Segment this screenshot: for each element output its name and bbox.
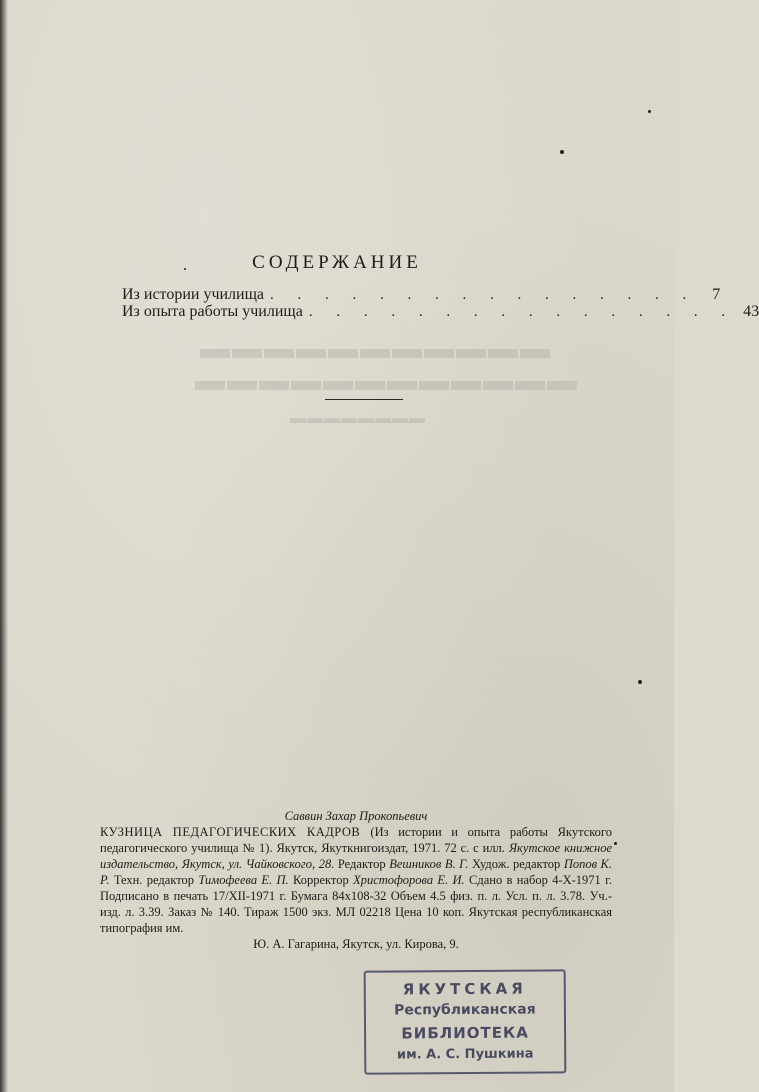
toc-entry-label: Из истории училища xyxy=(122,286,265,303)
divider-rule xyxy=(325,399,403,400)
toc-entry-page: 7 xyxy=(712,286,721,303)
imprint-block xyxy=(100,808,612,952)
imprint-address: Ю. А. Гагарина, Якутск, ул. Кирова, 9. xyxy=(253,937,459,951)
imprint-editor: Вешников В. Г. xyxy=(389,857,473,871)
bleed-through-mark: ▬▬▬▬▬▬▬▬▬▬▬▬ xyxy=(195,364,579,397)
stamp-line: им. А. С. Пушкина xyxy=(396,1046,534,1063)
imprint-artist: Попов К. Р. xyxy=(100,857,612,887)
paper-speck xyxy=(614,842,617,845)
stamp-line: Республиканская xyxy=(394,1001,536,1019)
imprint-publisher: Якутское книжное издательство, Якутск, ул. Чайковского, 28. xyxy=(100,841,613,871)
toc-entry-label: Из опыта работы училища xyxy=(122,303,303,320)
paper-speck xyxy=(638,680,642,684)
paper-speck xyxy=(648,110,651,113)
imprint-author: Саввин Захар Прокопьевич xyxy=(284,809,428,823)
bleed-through-mark: ▬▬▬▬▬▬▬▬▬▬▬ xyxy=(200,332,552,365)
toc-leader-dots: . . . . . . . . . . . . . . . . xyxy=(308,304,736,320)
paper-speck xyxy=(184,268,186,270)
toc-entry-page: 43 xyxy=(743,303,759,320)
paper-speck xyxy=(560,150,564,154)
imprint-tech-label: Техн. редактор xyxy=(113,873,199,887)
imprint-corrector-label: Корректор xyxy=(293,873,354,887)
imprint-corrector: Христофорова Е. И. xyxy=(353,873,470,887)
imprint-artist-label: Худож. редактор xyxy=(472,857,564,871)
bleed-through-mark: ▬▬▬▬▬▬▬▬ xyxy=(290,410,426,427)
stamp-line: БИБЛИОТЕКА xyxy=(401,1023,529,1043)
toc-entry xyxy=(122,303,759,325)
toc-title: СОДЕРЖАНИЕ xyxy=(252,252,422,273)
toc-leader-dots: . . . . . . . . . . . . . . . . xyxy=(270,287,697,303)
imprint-tech-editor: Тимофеева Е. П. xyxy=(198,873,294,887)
page-edge-shadow xyxy=(0,0,8,1092)
library-stamp xyxy=(364,969,567,1074)
imprint-editor-label: Редактор xyxy=(337,857,390,871)
imprint-print-details: Сдано в набор 4-X-1971 г. Подписано в печать 17/XII-1971 г. Бумага 84x108-32 Объем 4.5 физ. п. л. Усл. п. л. 3.78. Уч.-изд. л. 3.39. Заказ № 140. Тираж 1500 экз. МЛ 02218 Цена 10 коп. Якутская республиканская типография им. xyxy=(100,873,612,935)
imprint-book-title: КУЗНИЦА ПЕДАГОГИЧЕСКИХ КАДРОВ xyxy=(100,825,371,839)
imprint-text: (Из истории и опыта работы Якутского педагогического училища № 1). Якутск, Якуткнигоиздат, 1971. 72 с. с илл. xyxy=(100,825,612,855)
stamp-line: ЯКУТСКАЯ xyxy=(402,979,527,999)
